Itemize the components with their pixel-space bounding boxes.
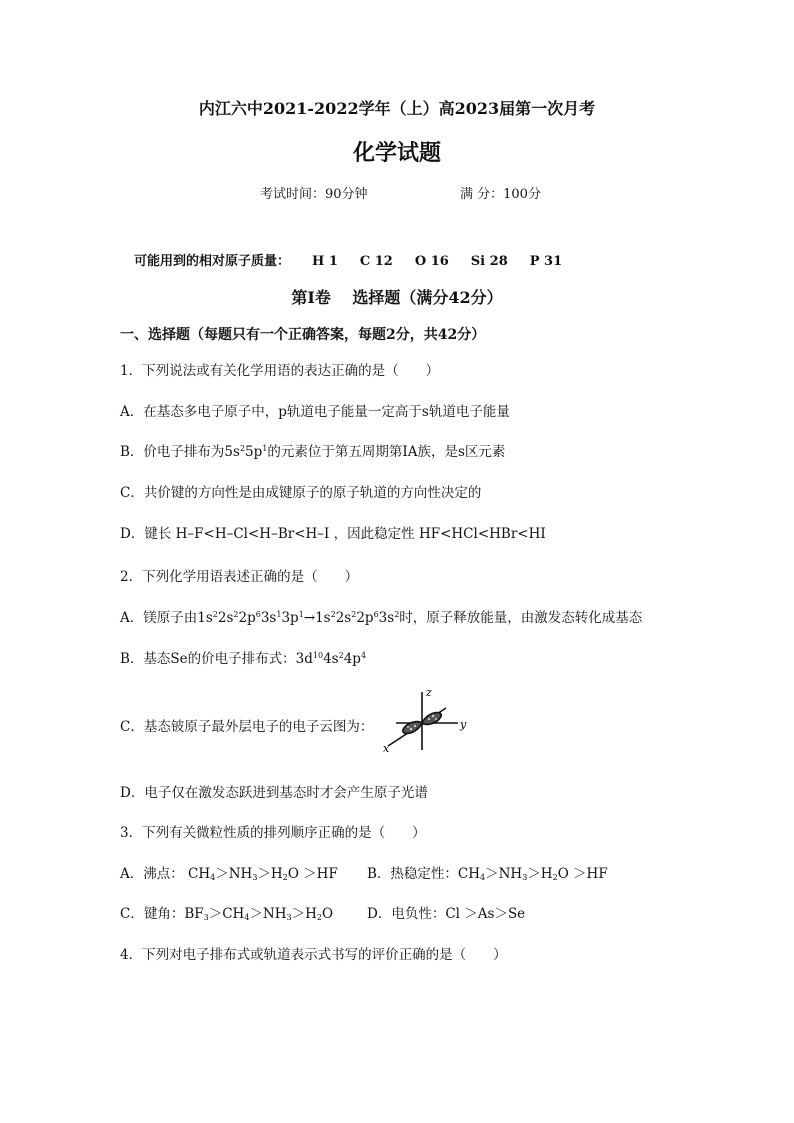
q1-option-c: C．共价键的方向性是由成键原子的原子轨道的方向性决定的 (120, 485, 482, 501)
q2-option-c: C．基态铍原子最外层电子的电子云图为： (120, 719, 374, 735)
y-axis-label: y (460, 718, 467, 731)
x-axis-label: x (383, 742, 390, 754)
mass-h: H 1 (312, 254, 338, 269)
mass-p: P 31 (529, 254, 563, 269)
q3-option-a: A．沸点： $CH_4>NH_3>H_2O >HF$ (120, 866, 338, 882)
electron-cloud-figure (380, 686, 474, 754)
full-score: 满 分：100分 (460, 187, 541, 202)
q3-stem: 3．下列有关微粒性质的排列顺序正确的是（ ） (120, 825, 426, 841)
subject-title: 化学试题 (352, 140, 441, 166)
q4-stem: 4．下列对电子排布式或轨道表示式书写的评价正确的是（ ） (120, 947, 507, 963)
part-title: 第Ⅰ卷 选择题（满分42分） (291, 288, 503, 307)
atomic-masses (134, 250, 562, 269)
q1-option-d: D．键长 H–F<H–Cl<H–Br<H–I ，因此稳定性 HF<HCl<HBr<HI (120, 526, 546, 542)
exam-time: 考试时间：90分钟 (260, 187, 368, 202)
exam-title: 内江六中2021-2022学年（上）高2023届第一次月考 (198, 99, 596, 118)
q3-option-c: C．键角：$BF_3>CH_4>NH_3>H_2O$ (120, 906, 334, 922)
q3-option-d: D．电负性：Cl ＞As＞Se (367, 906, 526, 922)
atomic-masses-label: 可能用到的相对原子质量： (134, 254, 291, 269)
q3-option-b: B．热稳定性：$CH_4>NH_3>H_2O >HF$ (367, 866, 608, 882)
section-title: 一、选择题（每题只有一个正确答案，每题2分，共42分） (120, 327, 486, 343)
mass-o: O 16 (414, 254, 449, 269)
mass-si: Si 28 (470, 254, 508, 269)
q1-stem: 1．下列说法或有关化学用语的表达正确的是（ ） (120, 363, 440, 379)
mass-c: C 12 (359, 254, 393, 269)
q2-option-d: D．电子仅在激发态跃进到基态时才会产生原子光谱 (120, 785, 428, 801)
q2-option-b: B．基态Se的价电子排布式：$3d^{10}4s^24p^4$ (120, 651, 367, 667)
q2-stem: 2．下列化学用语表述正确的是（ ） (120, 569, 359, 585)
q2-option-a: A．镁原子由$1s^22s^22p^63s^13p^1\to 1s^22s^22p^63s^2$时，原子释放能量，由激发态转化成基态 (120, 610, 643, 626)
q1-option-a: A．在基态多电子原子中，p轨道电子能量一定高于s轨道电子能量 (120, 404, 510, 420)
q1-option-b: B．价电子排布为$5s^25p^1$的元素位于第五周期第ⅠA族，是s区元素 (120, 444, 506, 460)
z-axis-label: z (426, 686, 432, 699)
